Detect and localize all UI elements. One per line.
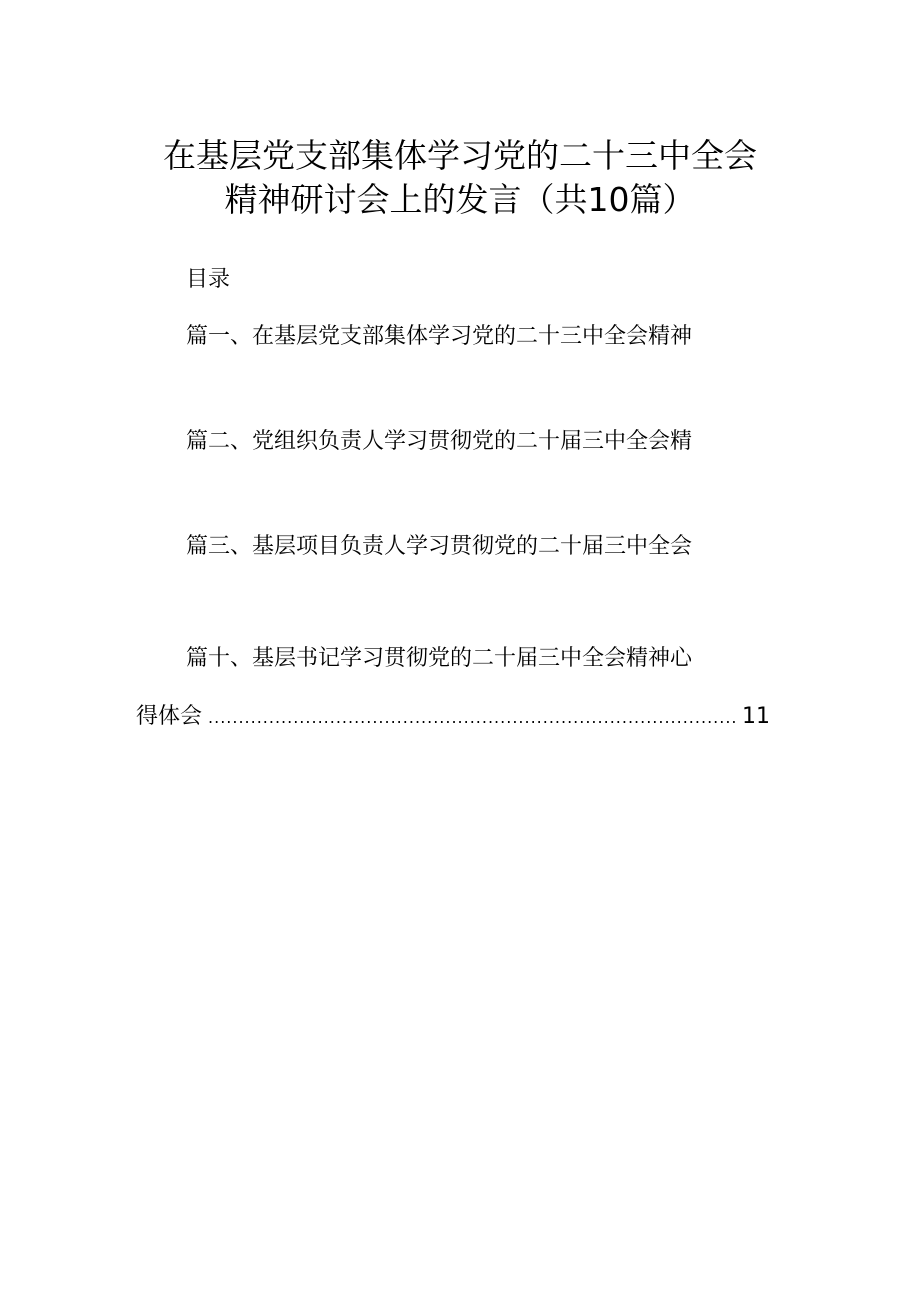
- title-line-1: 在基层党支部集体学习党的二十三中全会: [163, 136, 757, 175]
- toc-entry-2[interactable]: 篇二、党组织负责人学习贯彻党的二十届三中全会精: [186, 429, 693, 454]
- toc-entry-10[interactable]: 篇十、基层书记学习贯彻党的二十届三中全会精神心: [186, 646, 693, 671]
- toc-page-number: 11: [742, 704, 770, 729]
- toc-entry-10-continuation[interactable]: [136, 702, 770, 732]
- toc-heading: 目录: [186, 267, 231, 292]
- toc-dot-leader: [208, 703, 738, 733]
- title-line-2: 精神研讨会上的发言（共10篇）: [224, 180, 696, 219]
- toc-entry-1[interactable]: 篇一、在基层党支部集体学习党的二十三中全会精神: [186, 324, 693, 349]
- toc-entry-10-continuation-text: 得体会: [136, 704, 203, 729]
- toc-entry-3[interactable]: 篇三、基层项目负责人学习贯彻党的二十届三中全会: [186, 534, 693, 559]
